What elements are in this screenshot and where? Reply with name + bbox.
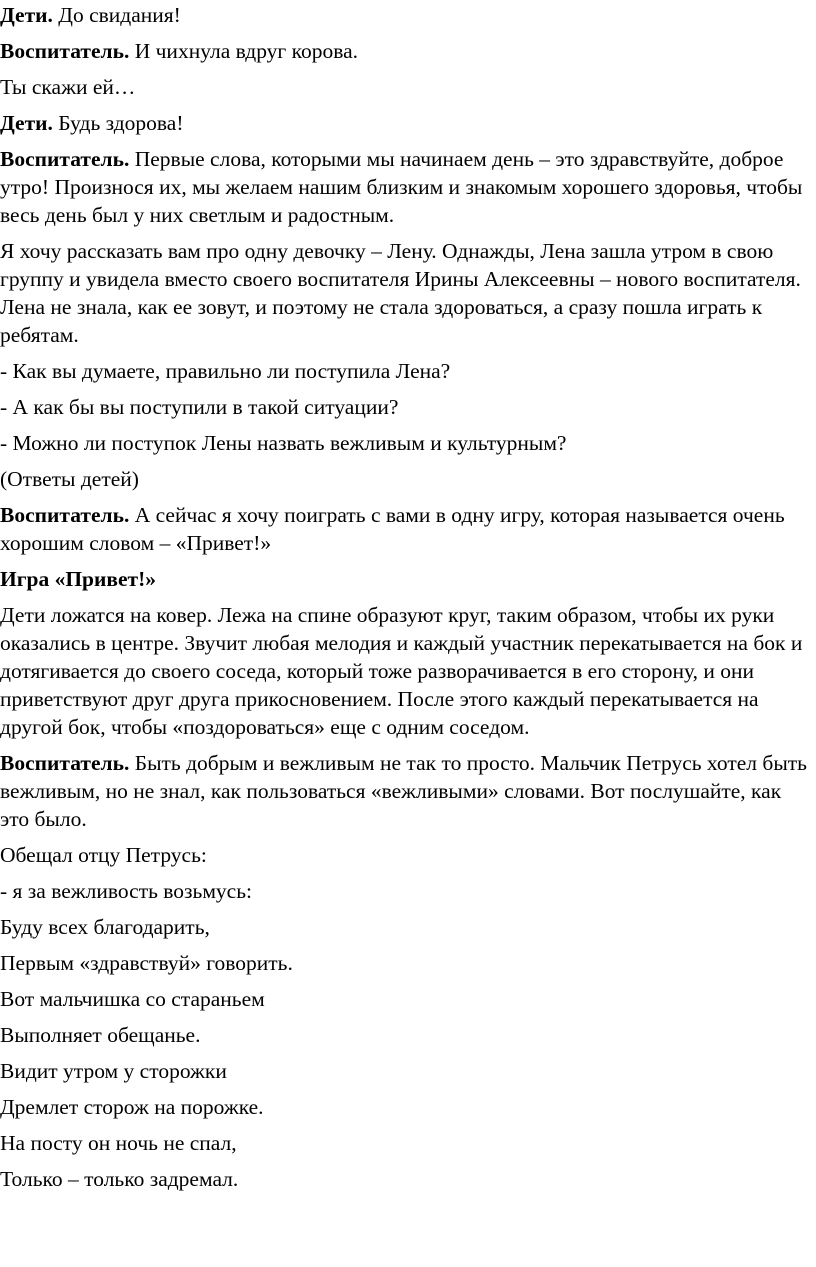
poem-line [0,985,808,1013]
line-text: Ты скажи ей… [0,75,136,99]
dialogue-line [0,37,808,65]
poem-line [0,949,808,977]
speaker-label: Воспитатель. [0,39,130,63]
poem-line [0,841,808,869]
line-text: Вот мальчишка со стараньем [0,987,265,1011]
dialogue-line [0,749,808,833]
game-description [0,601,808,741]
poem-line [0,1057,808,1085]
line-text: До свидания! [52,3,181,27]
line-text: Только – только задремал. [0,1167,239,1191]
line-text: Выполняет обещанье. [0,1023,201,1047]
line-text: А сейчас я хочу поиграть с вами в одну игру, которая называется очень хорошим словом – «Привет!» [0,503,785,555]
line-text: Видит утром у сторожки [0,1059,227,1083]
line-text: - Как вы думаете, правильно ли поступила Лена? [0,359,451,383]
dialogue-line [0,145,808,229]
question-line [0,357,808,385]
line-text: (Ответы детей) [0,467,139,491]
poem-line [0,913,808,941]
poem-line [0,877,808,905]
question-line [0,429,808,457]
document-page [0,1,816,1267]
dialogue-line [0,501,808,557]
speaker-label: Дети. [0,111,53,135]
line-text: И чихнула вдруг корова. [129,39,359,63]
speaker-label: Воспитатель. [0,503,130,527]
line-text: Первые слова, которыми мы начинаем день – это здравствуйте, доброе утро! Произнося их, мы желаем нашим близким и знакомым хорошего здоровья, чтобы весь день был у них светлым и радостным. [0,147,803,227]
poem-line [0,1093,808,1121]
line-text: Буду всех благодарить, [0,915,210,939]
line-text: - А как бы вы поступили в такой ситуации? [0,395,399,419]
note-line [0,465,808,493]
poem-line [0,1165,808,1193]
story-paragraph [0,237,808,349]
line-text: Я хочу рассказать вам про одну девочку – Лену. Однажды, Лена зашла утром в свою группу и увидела вместо своего воспитателя Ирины Алексеевны – нового воспитателя. Лена не знала, как ее зовут, и поэтому не стала здороваться, а сразу пошла играть к ребятам. [0,239,801,347]
line-text: - я за вежливость возьмусь: [0,879,253,903]
question-line [0,393,808,421]
speaker-label: Воспитатель. [0,751,130,775]
line-text: - Можно ли поступок Лены назвать вежливым и культурным? [0,431,567,455]
game-heading [0,565,808,593]
line-text: Дети ложатся на ковер. Лежа на спине образуют круг, таким образом, чтобы их руки оказались в центре. Звучит любая мелодия и каждый участник перекатывается на бок и дотягивается до своего соседа, который тоже разворачивается в его сторону, и они приветствуют друг друга прикосновением. После этого каждый перекатывается на другой бок, чтобы «поздороваться» еще с одним соседом. [0,603,803,739]
dialogue-line [0,1,808,29]
dialogue-line [0,109,808,137]
line-text: Быть добрым и вежливым не так то просто. Мальчик Петрусь хотел быть вежливым, но не знал, как пользоваться «вежливыми» словами. Вот послушайте, как это было. [0,751,807,831]
line-text: На посту он ночь не спал, [0,1131,237,1155]
dialogue-line [0,73,808,101]
line-text: Будь здорова! [52,111,184,135]
speaker-label: Воспитатель. [0,147,130,171]
line-text: Первым «здравствуй» говорить. [0,951,293,975]
heading-text: Игра «Привет!» [0,567,157,591]
poem-line [0,1129,808,1157]
poem-line [0,1021,808,1049]
line-text: Дремлет сторож на порожке. [0,1095,264,1119]
line-text: Обещал отцу Петрусь: [0,843,207,867]
speaker-label: Дети. [0,3,53,27]
